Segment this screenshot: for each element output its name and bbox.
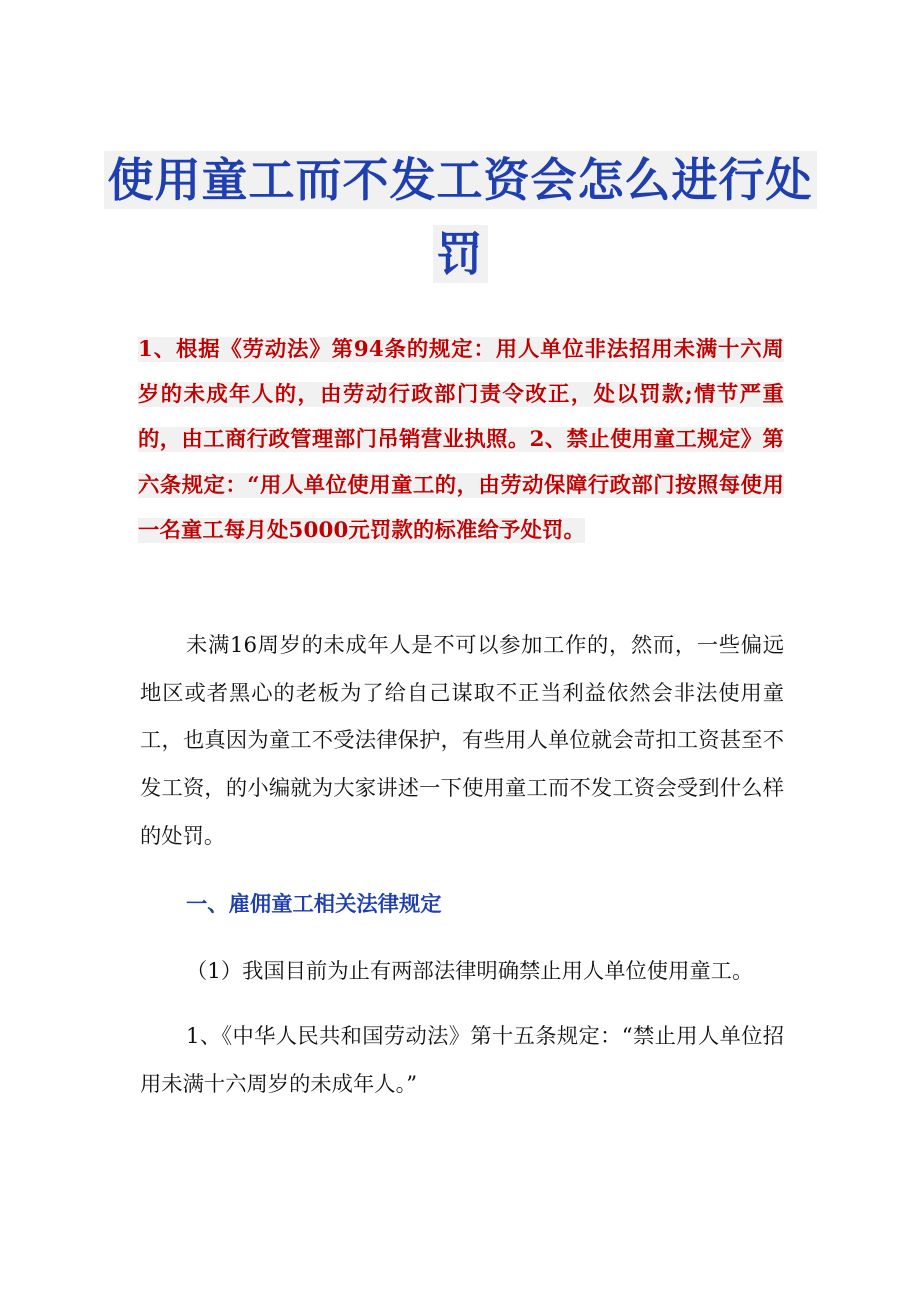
document-title-text: 使用童工而不发工资会怎么进行处罚: [104, 151, 817, 283]
note-paragraph: （1）我国目前为止有两部法律明确禁止用人单位使用童工。: [186, 959, 754, 984]
section-heading: 一、雇佣童工相关法律规定: [186, 892, 442, 917]
summary-paragraph: [138, 327, 784, 553]
law-item-paragraph: 1、《中华人民共和国劳动法》第十五条规定：“禁止用人单位招用未满十六周岁的未成年人。”: [140, 1024, 784, 1097]
intro-paragraph: 未满16周岁的未成年人是不可以参加工作的，然而，一些偏远地区或者黑心的老板为了给自己谋取不正当利益依然会非法使用童工，也真因为童工不受法律保护，有些用人单位就会苛扣工资甚至不发工资，的小编就为大家讲述一下使用童工而不发工资会受到什么样的处罚。: [140, 633, 784, 849]
document-title: [100, 143, 820, 291]
summary-text: 1、根据《劳动法》第94条的规定：用人单位非法招用未满十六周岁的未成年人的，由劳动行政部门责令改正，处以罚款;情节严重的，由工商行政管理部门吊销营业执照。2、禁止使用童工规定》第六条规定：“用人单位使用童工的，由劳动保障行政部门按照每使用一名童工每月处5000元罚款的标准给予处罚。: [138, 337, 784, 543]
